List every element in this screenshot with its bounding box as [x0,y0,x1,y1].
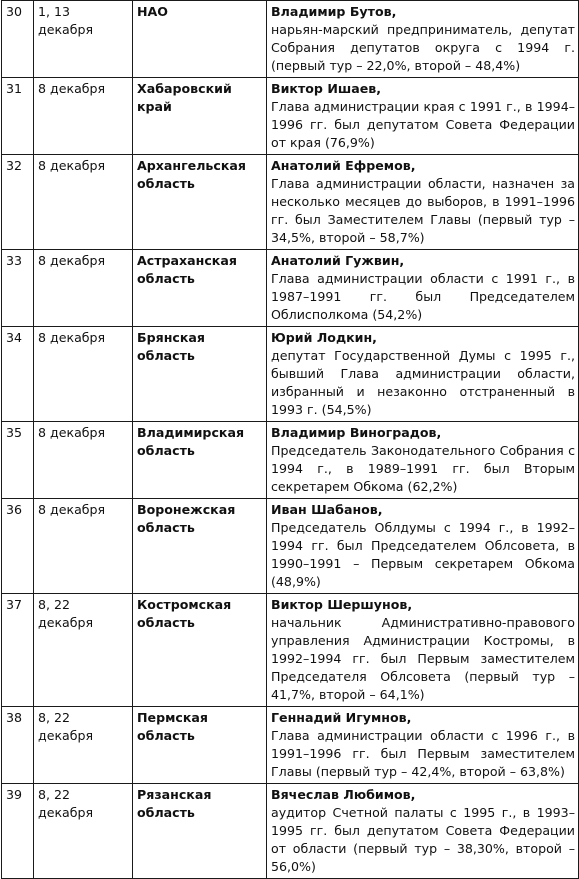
winner-cell [267,422,579,499]
winner-cell [267,155,579,250]
election-date: 8, 22 декабря [34,707,133,784]
winner-cell [267,327,579,422]
table-row [2,327,579,422]
row-number: 39 [2,784,34,879]
winner-name: Владимир Виноградов, [271,425,442,440]
election-date: 1, 13 декабря [34,1,133,78]
table-row [2,707,579,784]
row-number: 30 [2,1,34,78]
table-row [2,422,579,499]
winner-name: Виктор Шершунов, [271,597,413,612]
election-date: 8 декабря [34,499,133,594]
row-number: 37 [2,594,34,707]
winner-bio: аудитор Счетной палаты с 1995 г., в 1993–1995 гг. был депутатом Совета Федерации от области (первый тур – 38,30%, второй – 56,0%) [271,805,575,874]
election-date: 8 декабря [34,250,133,327]
row-number: 35 [2,422,34,499]
table-row [2,499,579,594]
region-name: Костромская область [133,594,267,707]
table-row [2,1,579,78]
winner-name: Юрий Лодкин, [271,330,377,345]
election-date: 8 декабря [34,155,133,250]
table-body [2,1,579,879]
table-row [2,784,579,879]
table-row [2,250,579,327]
winner-cell [267,78,579,155]
row-number: 33 [2,250,34,327]
region-name: Владимирская область [133,422,267,499]
winner-bio: Председатель Законодательного Собрания с 1994 г., в 1989–1991 гг. был Вторым секретарем Обкома (62,2%) [271,443,575,494]
winner-bio: Председатель Облдумы с 1994 г., в 1992–1994 гг. был Председателем Облсовета, в 1990–1991 – Первым секретарем Обкома (48,9%) [271,520,575,589]
row-number: 38 [2,707,34,784]
winner-name: Иван Шабанов, [271,502,383,517]
winner-cell [267,707,579,784]
winner-bio: Глава администрации области, назначен за несколько месяцев до выборов, в 1991–1996 гг. был Заместителем Главы (первый тур – 34,5%, второй – 58,7%) [271,176,575,245]
winner-bio: депутат Государственной Думы с 1995 г., бывший Глава администрации области, избранный и незаконно отстраненный в 1993 г. (54,5%) [271,348,575,417]
winner-bio: начальник Административно-правового управления Администрации Костромы, в 1992–1994 гг. был Первым заместителем Председателя Облсовета (первый тур – 41,7%, второй – 64,1%) [271,615,575,702]
winner-cell [267,499,579,594]
winner-name: Вячеслав Любимов, [271,787,416,802]
winner-bio: нарьян-марский предприниматель, депутат Собрания депутатов округа с 1994 г. (первый тур – 22,0%, второй – 48,4%) [271,22,575,73]
row-number: 36 [2,499,34,594]
winner-bio: Глава администрации края с 1991 г., в 1994–1996 гг. был депутатом Совета Федерации от края (76,9%) [271,99,575,150]
winner-name: Анатолий Ефремов, [271,158,416,173]
election-date: 8 декабря [34,422,133,499]
winner-cell [267,594,579,707]
winner-cell [267,1,579,78]
table-row [2,594,579,707]
table-row [2,78,579,155]
row-number: 34 [2,327,34,422]
winner-name: Анатолий Гужвин, [271,253,405,268]
region-name: Пермская область [133,707,267,784]
row-number: 32 [2,155,34,250]
winner-bio: Глава администрации области с 1991 г., в 1987–1991 гг. был Председателем Облисполкома (54,2%) [271,271,575,322]
winner-name: Геннадий Игумнов, [271,710,412,725]
row-number: 31 [2,78,34,155]
winner-cell [267,784,579,879]
region-name: Воронежская область [133,499,267,594]
region-name: НАО [133,1,267,78]
winner-bio: Глава администрации области с 1996 г., в 1991–1996 гг. был Первым заместителем Главы (первый тур – 42,4%, второй – 63,8%) [271,728,575,779]
winner-name: Владимир Бутов, [271,4,397,19]
election-date: 8 декабря [34,78,133,155]
winner-cell [267,250,579,327]
election-date: 8, 22 декабря [34,784,133,879]
election-date: 8, 22 декабря [34,594,133,707]
region-name: Хабаровский край [133,78,267,155]
governor-elections-table [1,0,579,879]
table-row [2,155,579,250]
region-name: Астраханская область [133,250,267,327]
region-name: Брянская область [133,327,267,422]
region-name: Архангельская область [133,155,267,250]
region-name: Рязанская область [133,784,267,879]
winner-name: Виктор Ишаев, [271,81,382,96]
election-date: 8 декабря [34,327,133,422]
